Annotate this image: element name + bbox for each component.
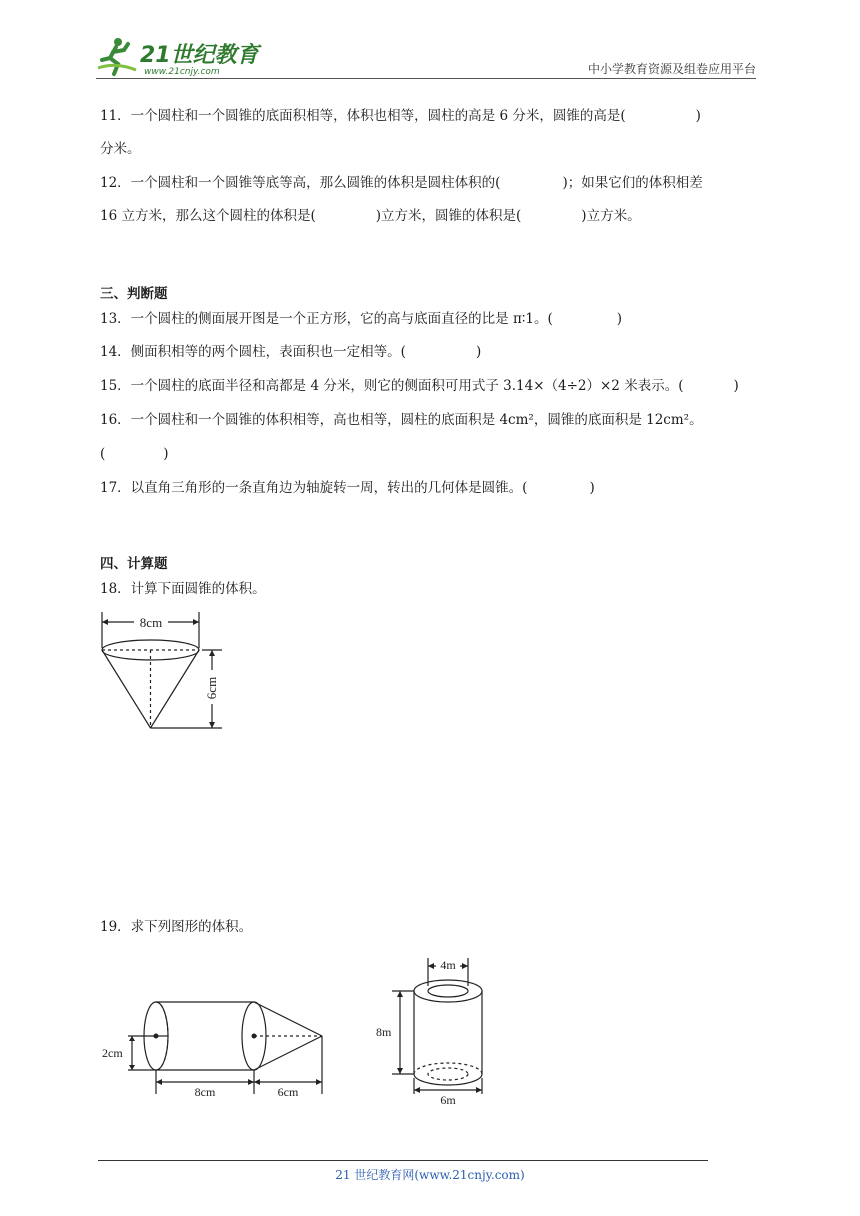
question-11-line-2: 分米。 [100,141,141,157]
question-11-line-1 [100,107,701,125]
cylinder-length-label: 8cm [194,1085,216,1099]
q16-bracket-open: ( [100,446,106,462]
q13-text: 13．一个圆柱的侧面展开图是一个正方形，它的高与底面直径的比是 π∶1。( [100,311,553,327]
logo-url: www.21cnjy.com [144,67,220,77]
cone-length-label: 6cm [277,1085,299,1099]
q12-text-2: 16 立方米，那么这个圆柱的体积是( [100,208,316,224]
section-3-title: 三、判断题 [100,286,168,302]
question-16-line-1: 16．一个圆柱和一个圆锥的体积相等，高也相等，圆柱的底面积是 4cm²，圆锥的底面积是 12cm²。 [100,412,703,428]
q15-bracket: ) [733,378,739,394]
cone-figure [96,608,230,734]
q14-bracket: ) [475,344,482,360]
q16-bracket-close: ) [163,446,169,462]
q12-text-4: )立方米。 [581,208,641,224]
runner-icon [98,38,136,74]
q17-bracket: ) [589,480,595,496]
outer-diameter-label: 6m [440,1093,456,1107]
cylinder-height-label: 8m [376,1025,392,1039]
footer-divider [98,1160,708,1161]
question-18: 18．计算下面圆锥的体积。 [100,581,266,597]
question-17 [100,479,595,497]
radius-label: 2cm [102,1046,123,1060]
question-19: 19．求下列图形的体积。 [100,919,253,935]
q12-text: 12．一个圆柱和一个圆锥等底等高，那么圆锥的体积是圆柱体积的( [100,175,501,191]
header-platform-text: 中小学教育资源及组卷应用平台 [587,62,756,76]
footer-text[interactable]: 21 世纪教育网(www.21cnjy.com) [335,1168,525,1182]
cylinder-cone-figure [98,994,330,1104]
q14-text: 14．侧面积相等的两个圆柱，表面积也一定相等。( [100,344,406,360]
section-4-title: 四、计算题 [100,556,168,572]
q17-text: 17．以直角三角形的一条直角边为轴旋转一周，转出的几何体是圆锥。( [100,480,528,496]
question-14 [100,343,481,361]
q13-bracket: ) [616,311,622,327]
hollow-cylinder-figure [372,950,490,1110]
q12-text-3: )立方米，圆锥的体积是( [375,208,522,224]
q15-text: 15．一个圆柱的底面半径和高都是 4 分米，则它的侧面积可用式子 3.14×（4÷2）×2 米表示。( [100,378,684,394]
site-logo [96,34,266,80]
logo-text: 21世纪教育 [140,43,259,68]
question-13 [100,310,622,328]
cone-height-label: 6cm [204,676,219,700]
q11-text: 11．一个圆柱和一个圆锥的底面积相等，体积也相等，圆柱的高是 6 分米，圆锥的高是( [100,108,626,124]
cone-diameter-label: 8cm [139,615,163,630]
header-divider [96,78,756,79]
question-15 [100,377,739,395]
question-16-line-2 [100,445,169,463]
question-12-line-1 [100,174,703,192]
q12-text-cont: )；如果它们的体积相差 [562,175,703,191]
question-12-line-2 [100,207,641,225]
inner-diameter-label: 4m [440,958,456,972]
q11-bracket: ) [695,108,701,124]
